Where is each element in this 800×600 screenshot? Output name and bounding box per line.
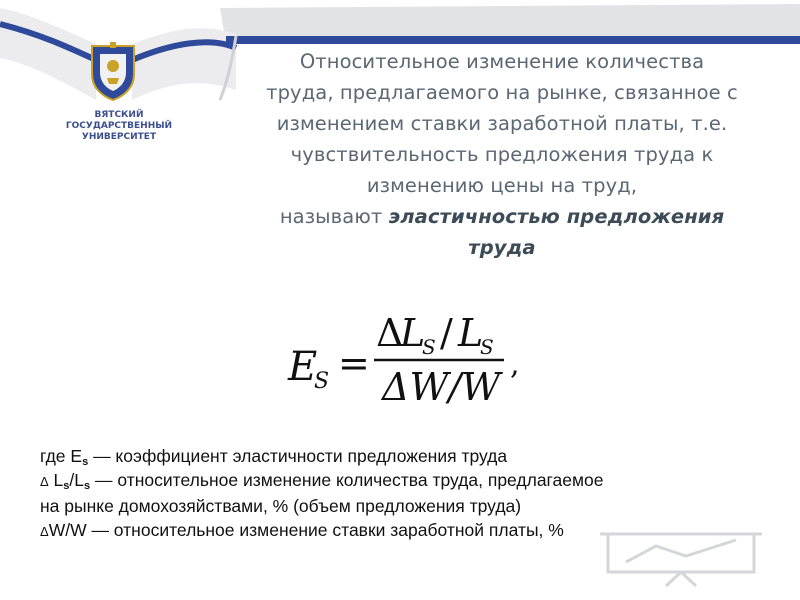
legend-line1-sub: s [82, 456, 89, 468]
definition-called-prefix: называют [279, 205, 389, 228]
university-name-line-2: ГОСУДАРСТВЕННЫЙ [65, 121, 173, 131]
definition-term-part2: труда [468, 236, 536, 259]
legend-line2-delta: Δ [40, 474, 49, 489]
formula-numerator-sub1: S [422, 335, 436, 359]
university-name-line-1: ВЯТСКИЙ [94, 110, 144, 120]
formula-numerator-sub2: S [480, 335, 494, 359]
legend-line-1 [40, 444, 780, 468]
definition-line-6 [232, 201, 772, 232]
legend-line1-text: — коэффициент эластичности предложения труда [88, 446, 508, 466]
university-name [64, 110, 174, 143]
definition-line-4: чувствительность предложения труда к [290, 143, 714, 166]
definition-term-part1: эластичностью предложения [388, 205, 725, 228]
legend-line2-slash: /L [69, 470, 85, 490]
formula-denominator: ΔW/W [382, 365, 501, 409]
definition-line-2: труда, предлагаемого на рынке, связанное с [266, 81, 738, 104]
presentation-watermark-icon [596, 528, 766, 588]
formula-numerator-delta: Δ [376, 311, 404, 355]
formula-numerator-var1: L [400, 311, 426, 355]
legend-line1-prefix: где E [40, 446, 83, 466]
legend-line2-text: — относительное изменение количества труда, предлагаемое [90, 470, 604, 490]
legend-line2-sub1: s [63, 480, 70, 492]
formula-trailing-comma: , [510, 347, 520, 382]
definition-text [232, 46, 772, 263]
definition-line-5: изменению цены на труд, [366, 174, 638, 197]
definition-line-1: Относительное изменение количества [299, 50, 705, 73]
formula-numerator-slash: / [440, 311, 453, 355]
elasticity-formula [282, 296, 532, 420]
legend-line2-sub2: s [84, 480, 91, 492]
legend-line-3: на рынке домохозяйствами, % (объем предложения труда) [40, 496, 522, 516]
formula-numerator-var2: L [458, 311, 484, 355]
formula-lhs-symbol: E [288, 344, 318, 390]
legend-line-2 [40, 468, 780, 494]
formula-lhs-sub: S [314, 369, 330, 394]
legend-line2-L1: L [48, 470, 64, 490]
legend-line4-delta: Δ [40, 524, 49, 539]
formula-equals: = [338, 341, 370, 385]
university-name-line-3: УНИВЕРСИТЕТ [81, 132, 157, 142]
definition-line-3: изменением ставки заработной платы, т.е. [276, 112, 728, 135]
legend-line4-text: W/W — относительное изменение ставки заработной платы, % [48, 520, 564, 540]
definition-line-7 [232, 232, 772, 263]
university-emblem-icon [88, 40, 138, 102]
